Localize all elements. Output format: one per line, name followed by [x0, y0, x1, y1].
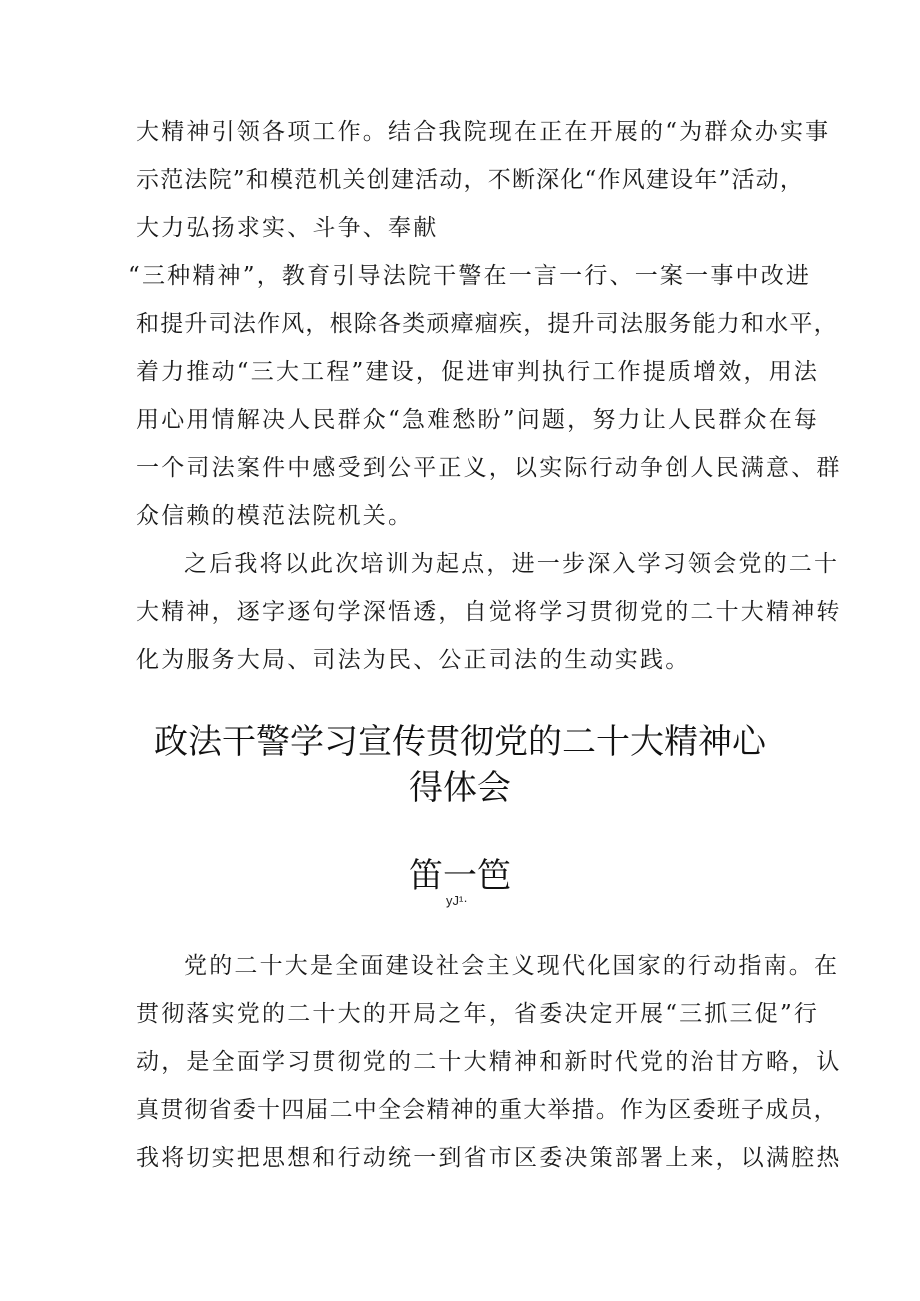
- text-line: 大精神，逐字逐句学深悟透，自觉将学习贯彻党的二十大精神转: [136, 599, 842, 625]
- text-line: 示范法院”和模范机关创建活动，不断深化“作风建设年”活动，: [136, 167, 805, 193]
- text-line: 化为服务大局、司法为民、公正司法的生动实践。: [136, 647, 691, 673]
- text-line: 党的二十大是全面建设社会主义现代化国家的行动指南。在: [184, 953, 840, 979]
- text-line: 真贯彻省委十四届二中全会精神的重大举措。作为区委班子成员，: [136, 1097, 838, 1123]
- text-line: 用心用情解决人民群众“急难愁盼”问题，努力让人民群众在每: [136, 407, 820, 433]
- section-heading: 笛一笆: [409, 856, 511, 896]
- text-line: 大精神引领各项工作。结合我院现在正在开展的“为群众办实事: [136, 119, 831, 145]
- text-line: 大力弘扬求实、斗争、奉献: [136, 215, 439, 241]
- text-line: “三种精神”，教育引导法院干警在一言一行、一案一事中改进: [128, 263, 812, 289]
- text-line: 众信赖的模范法院机关。: [136, 503, 414, 529]
- article-title-line: 政法干警学习宣传贯彻党的二十大精神心: [154, 722, 766, 762]
- text-line: 我将切实把思想和行动统一到省市区委决策部署上来，以满腔热: [136, 1145, 842, 1171]
- text-line: 着力推动“三大工程”建设，促进审判执行工作提质增效，用法: [136, 359, 820, 385]
- text-line: 动，是全面学习贯彻党的二十大精神和新时代党的治甘方略，认: [136, 1049, 842, 1075]
- text-line: 贯彻落实党的二十大的开局之年，省委决定开展“三抓三促”行: [136, 1001, 820, 1027]
- text-line: 和提升司法作风，根除各类顽瘴痼疾，提升司法服务能力和水平，: [136, 311, 838, 337]
- text-line: 一个司法案件中感受到公平正义，以实际行动争创人民满意、群: [136, 455, 842, 481]
- ocr-artifact-text: yJ¹·: [446, 893, 468, 908]
- article-title-line: 得体会: [409, 768, 511, 808]
- text-line: 之后我将以此次培训为起点，进一步深入学习领会党的二十: [184, 551, 840, 577]
